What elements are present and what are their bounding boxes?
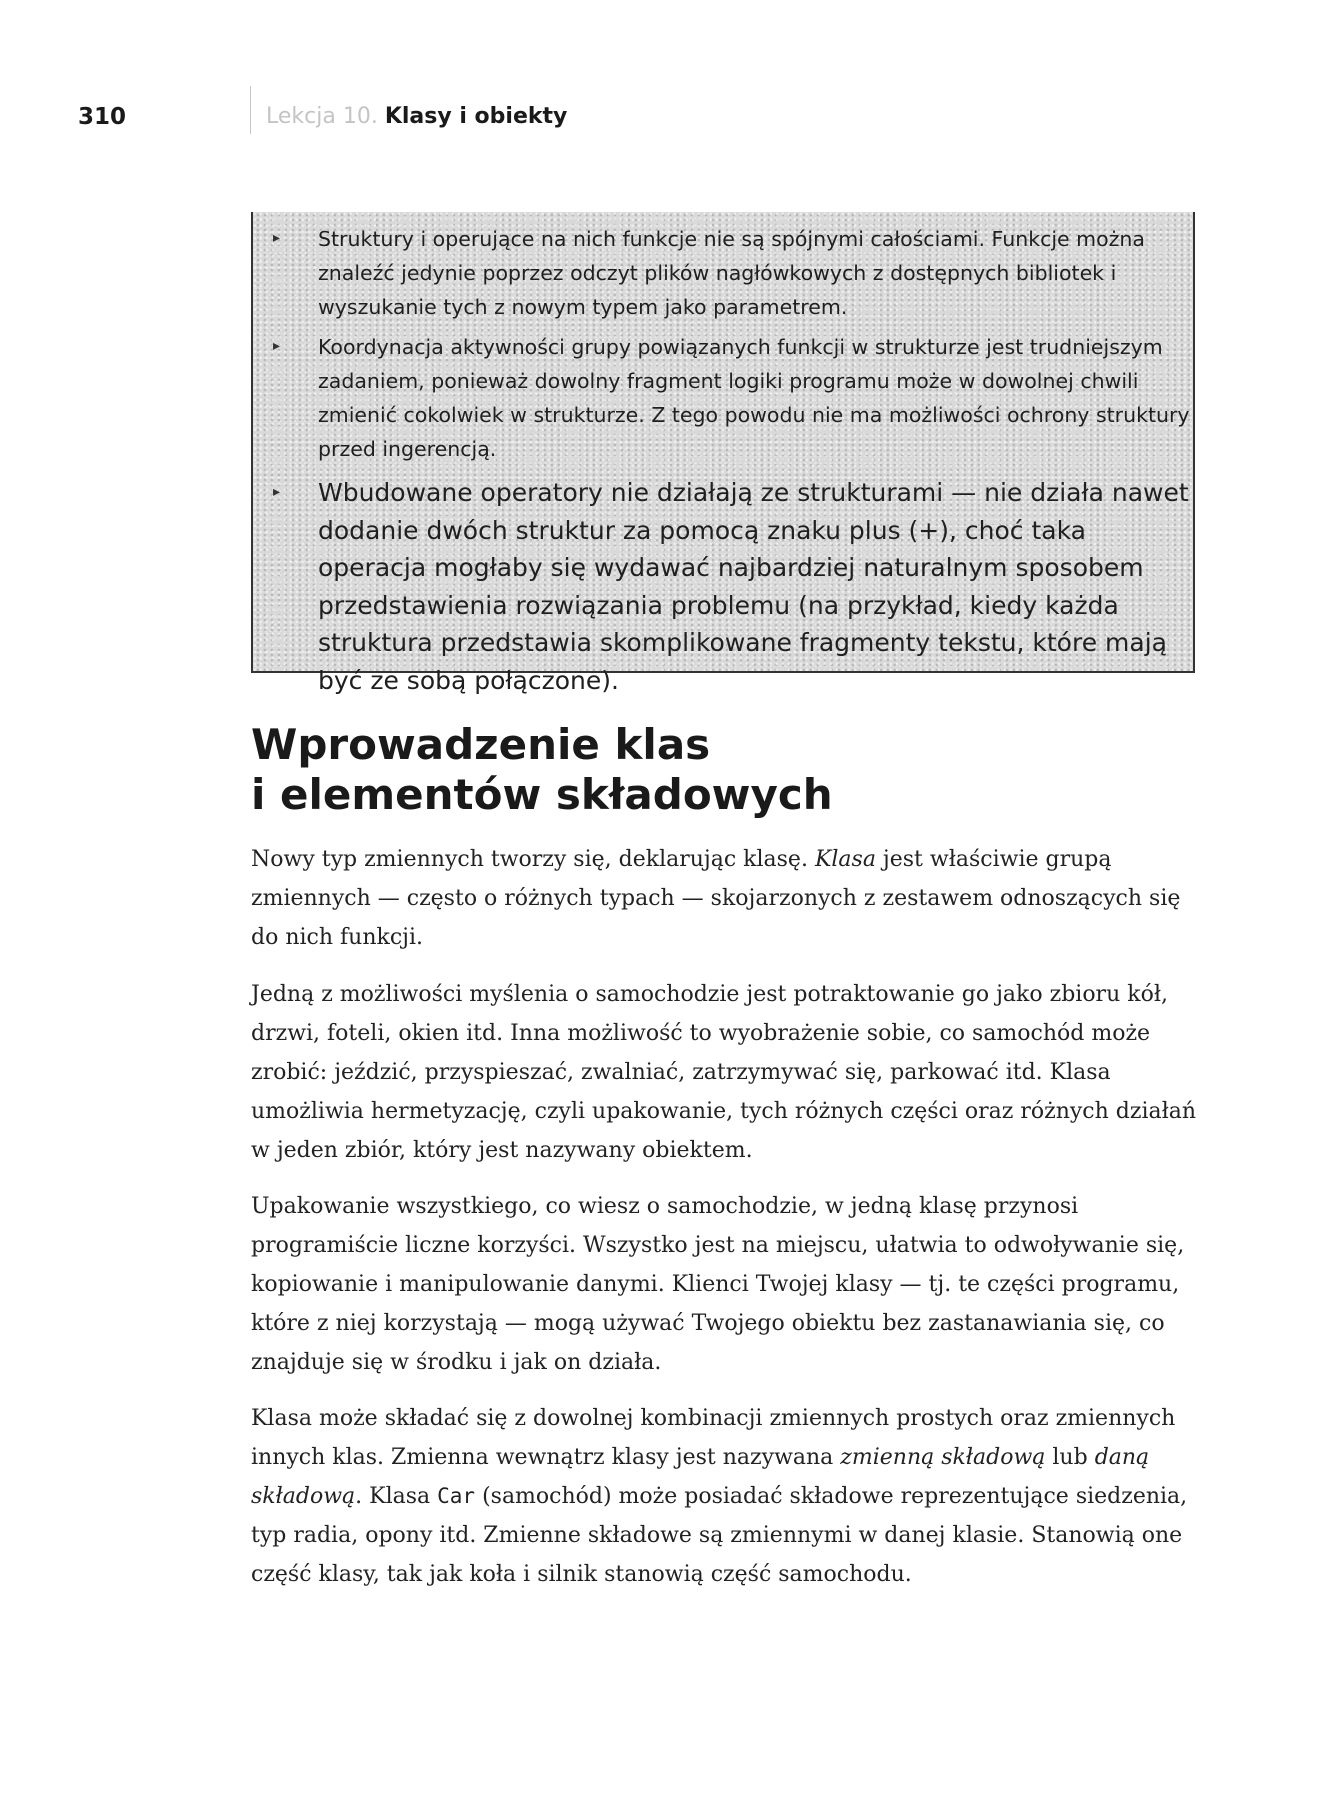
bullet-text: Koordynacja aktywności grupy powiązanych funkcji w strukturze jest trudniejszym zadaniem, ponieważ dowolny fragment logiki programu może w dowolnej chwili zmienić cokolwiek w strukturze. Z tego powodu nie ma możliwości ochrony struktury przed ingerencją. <box>318 335 1190 461</box>
p4-part-2: lub <box>1045 1445 1095 1470</box>
p4-part-3: . Klasa <box>355 1484 438 1509</box>
section-heading <box>251 720 1201 820</box>
p1-emphasis: Klasa <box>814 847 876 872</box>
bullet-arrow-icon: ▸ <box>273 230 281 246</box>
heading-line-2: i elementów składowych <box>251 770 833 819</box>
p4-part-1: Klasa może składać się z dowolnej kombinacji zmiennych prostych oraz zmiennych innych klas. Zmienna wewnątrz klasy jest nazywana <box>251 1406 1176 1470</box>
p1-text-before: Nowy typ zmiennych tworzy się, deklarując klasę. <box>251 847 815 872</box>
paragraph-car-parts: Jedną z możliwości myślenia o samochodzie jest potraktowanie go jako zbioru kół, drzwi, foteli, okien itd. Inna możliwość to wyobrażenie sobie, co samochód może zrobić: jeździć, przyspieszać, zwalniać, zatrzymywać się, parkować itd. Klasa umożliwia hermetyzację, czyli upakowanie, tych różnych części oraz różnych działań w jeden zbiór, który jest nazywany obiektem. <box>251 982 1197 1163</box>
paragraph-encapsulation: Upakowanie wszystkiego, co wiesz o samochodzie, w jedną klasę przynosi programiście liczne korzyści. Wszystko jest na miejscu, ułatwia to odwoływanie się, kopiowanie i manipulowanie danymi. Klienci Twojej klasy — tj. te części programu, które z niej korzystają — mogą używać Twojego obiektu bez zastanawiania się, co znajduje się w środku i jak on działa. <box>251 1194 1185 1375</box>
heading-line-1: Wprowadzenie klas <box>251 720 711 769</box>
sidebar-box <box>251 212 1195 695</box>
code-class-name: Car <box>437 1484 476 1508</box>
p1-text-after: jest właściwie grupą zmiennych — często o różnych typach — skojarzonych z zestawem odnoszących się do nich funkcji. <box>251 847 1181 950</box>
header-divider <box>250 86 251 134</box>
bullet-text: Struktury i operujące na nich funkcje nie są spójnymi całościami. Funkcje można znaleźć jedynie poprzez odczyt plików nagłówkowych z dostępnych bibliotek i wyszukanie tych z nowym typem jako parametrem. <box>318 227 1145 319</box>
bullet-arrow-icon: ▸ <box>273 338 281 354</box>
running-header <box>0 100 1339 140</box>
chapter-heading <box>266 104 567 129</box>
paragraph-intro <box>251 840 1201 957</box>
bullet-arrow-icon: ▸ <box>273 484 281 500</box>
chapter-label: Lekcja 10. <box>266 104 378 129</box>
paragraph-member-variables <box>251 1399 1201 1594</box>
p4-emphasis-1: zmienną składową <box>840 1445 1046 1470</box>
p4-emphasis-2: daną składową <box>251 1445 1150 1509</box>
chapter-title: Klasy i obiekty <box>384 104 568 129</box>
p4-part-4: (samochód) może posiadać składowe reprezentujące siedzenia, typ radia, opony itd. Zmienne składowe są zmiennymi w danej klasie. Stanowią one część klasy, tak jak koła i silnik stanowią część samochodu. <box>251 1484 1188 1587</box>
bullet-text: Wbudowane operatory nie działają ze strukturami — nie działa nawet dodanie dwóch struktur za pomocą znaku plus (+), choć taka operacja mogłaby się wydawać najbardziej naturalnym sposobem przedstawienia rozwiązania problemu (na przykład, kiedy każda struktura przedstawia skomplikowane fragmenty tekstu, które mają być ze sobą połączone). <box>318 478 1189 695</box>
page-number: 310 <box>78 104 127 130</box>
